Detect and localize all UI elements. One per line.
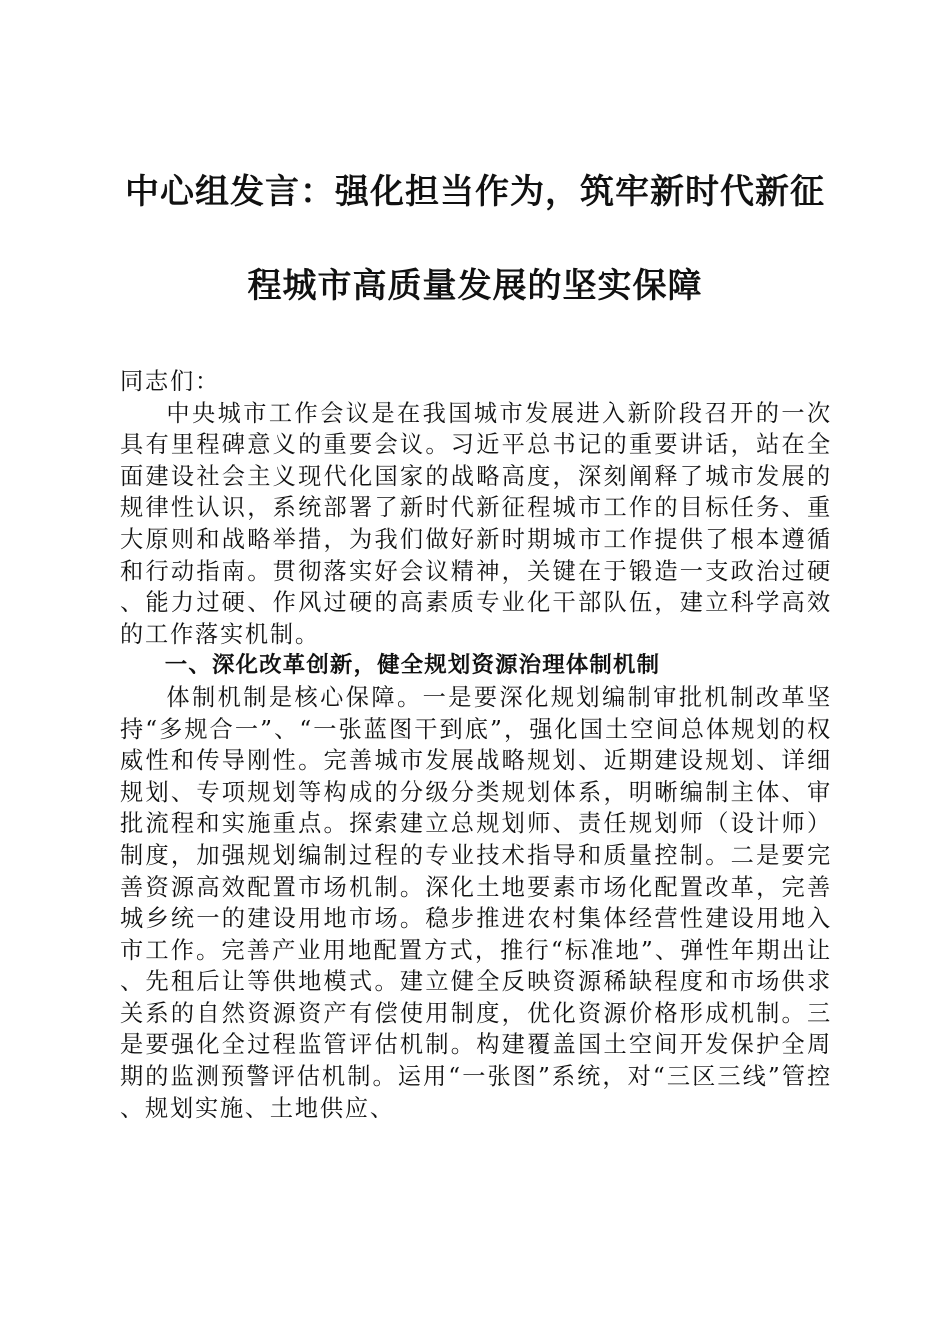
salutation: 同志们： bbox=[120, 368, 220, 395]
document-title-line-1: 中心组发言：强化担当作为，筑牢新时代新征 bbox=[125, 172, 825, 212]
document-title-line-2: 程城市高质量发展的坚实保障 bbox=[247, 266, 703, 306]
section-1-heading: 一、深化改革创新，健全规划资源治理体制机制 bbox=[164, 652, 661, 679]
intro-paragraph: 中央城市工作会议是在我国城市发展进入新阶段召开的一次具有里程碑意义的重要会议。习近平总书记的重要讲话，站在全面建设社会主义现代化国家的战略高度，深刻阐释了城市发展的规律性认识，系统部署了新时代新征程城市工作的目标任务、重大原则和战略举措，为我们做好新时期城市工作提供了根本遵循和行动指南。贯彻落实好会议精神，关键在于锻造一支政治过硬、能力过硬、作风过硬的高素质专业化干部队伍，建立科学高效的工作落实机制。 bbox=[120, 399, 832, 648]
section-1-paragraph: 体制机制是核心保障。一是要深化规划编制审批机制改革坚持“多规合一”、“一张蓝图干到底”，强化国土空间总体规划的权威性和传导刚性。完善城市发展战略规划、近期建设规划、详细规划、专项规划等构成的分级分类规划体系，明晰编制主体、审批流程和实施重点。探索建立总规划师、责任规划师（设计师）制度，加强规划编制过程的专业技术指导和质量控制。二是要完善资源高效配置市场机制。深化土地要素市场化配置改革，完善城乡统一的建设用地市场。稳步推进农村集体经营性建设用地入市工作。完善产业用地配置方式，推行“标准地”、弹性年期出让、先租后让等供地模式。建立健全反映资源稀缺程度和市场供求关系的自然资源资产有偿使用制度，优化资源价格形成机制。三是要强化全过程监管评估机制。构建覆盖国土空间开发保护全周期的监测预警评估机制。运用“一张图”系统，对“三区三线”管控、规划实施、土地供应、 bbox=[120, 683, 832, 1122]
document-body bbox=[120, 366, 832, 1124]
